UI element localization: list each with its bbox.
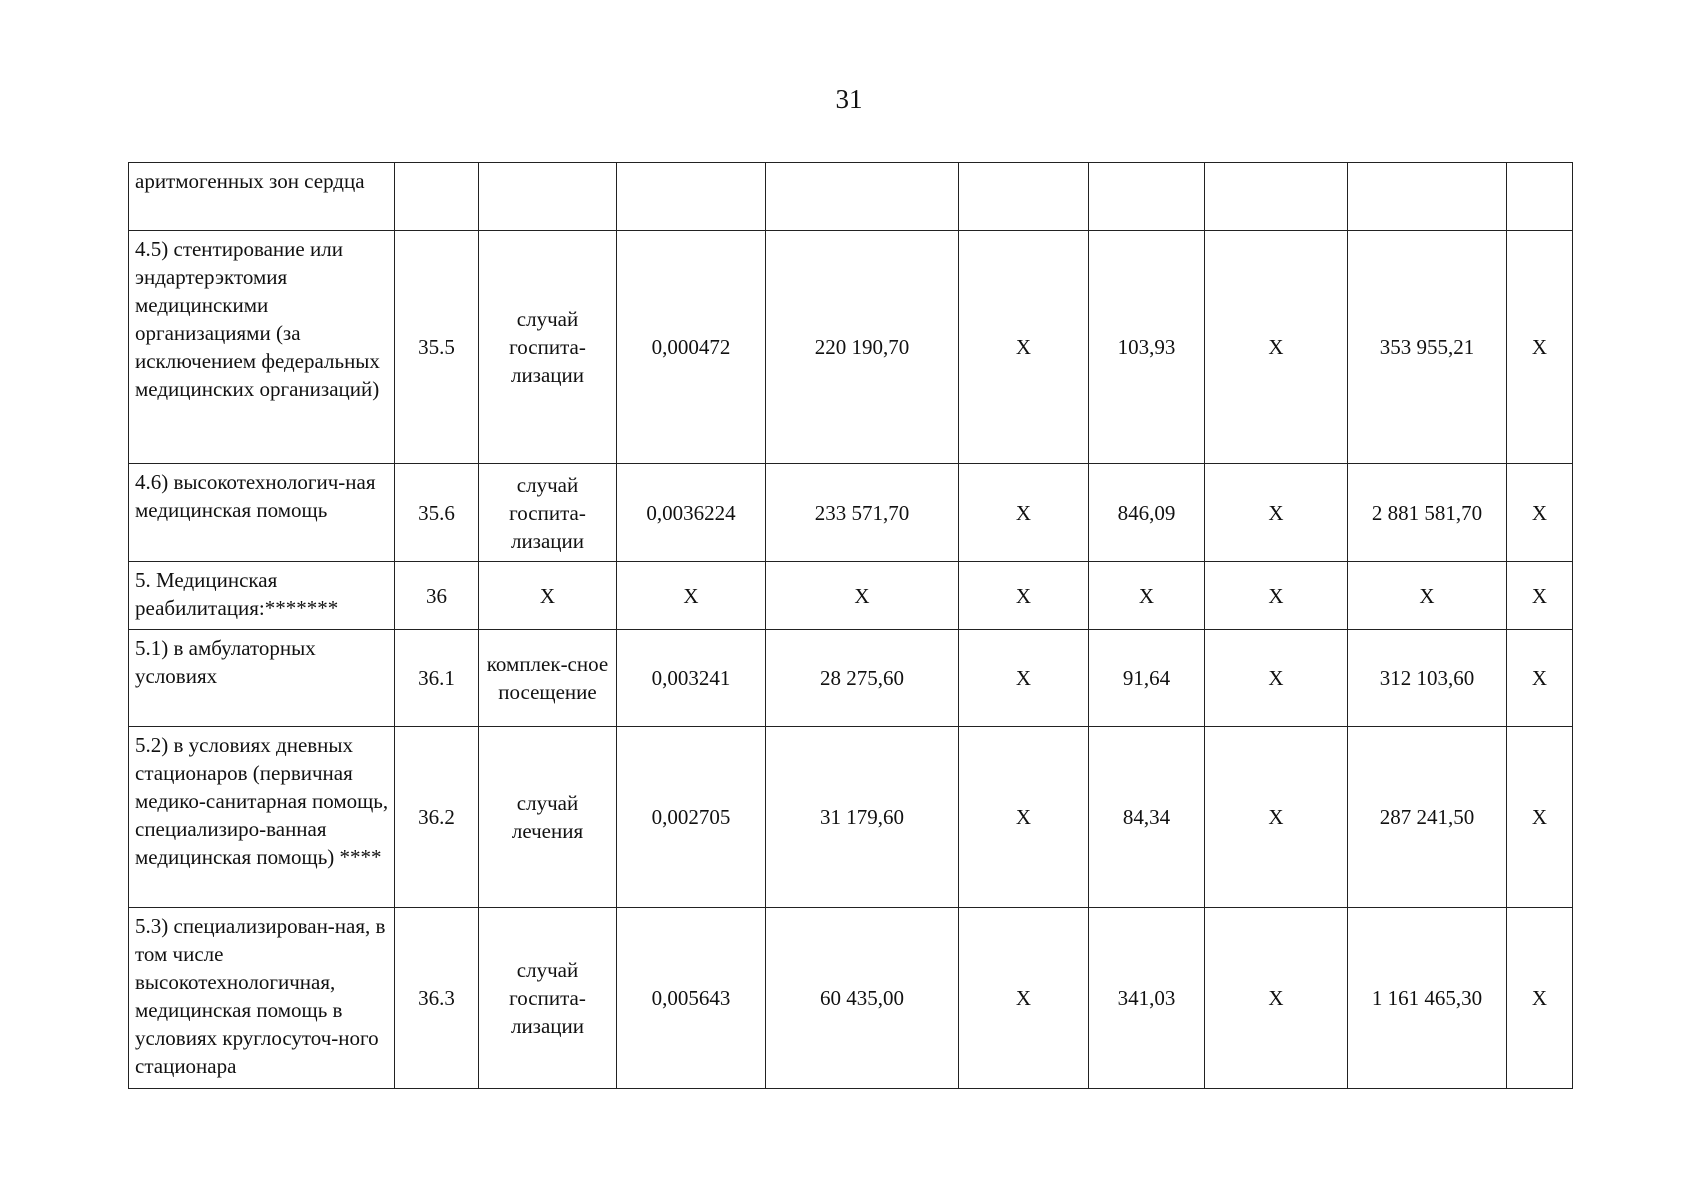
value-cell: 28 275,60: [766, 630, 959, 727]
value-cell: X: [959, 231, 1089, 464]
value-cell: 341,03: [1089, 908, 1205, 1089]
value-cell: 846,09: [1089, 464, 1205, 562]
row-number-cell: 36: [395, 562, 479, 630]
value-cell: [1507, 163, 1573, 231]
value-cell: [959, 163, 1089, 231]
unit-cell: случай госпита-лизации: [479, 231, 617, 464]
service-name-cell: 5.1) в амбулаторных условиях: [129, 630, 395, 727]
value-cell: X: [1507, 630, 1573, 727]
row-number-cell: 36.3: [395, 908, 479, 1089]
value-cell: X: [1507, 464, 1573, 562]
value-cell: X: [1205, 231, 1348, 464]
value-cell: 0,003241: [617, 630, 766, 727]
value-cell: 312 103,60: [1348, 630, 1507, 727]
page-number: 31: [835, 84, 863, 114]
value-cell: [1348, 163, 1507, 231]
unit-cell: [479, 163, 617, 231]
value-cell: [1089, 163, 1205, 231]
service-name-cell: 5.2) в условиях дневных стационаров (первичная медико-санитарная помощь, специализиро-ванная медицинская помощь) ****: [129, 727, 395, 908]
value-cell: [1205, 163, 1348, 231]
unit-cell: X: [479, 562, 617, 630]
unit-cell: случай лечения: [479, 727, 617, 908]
value-cell: X: [959, 630, 1089, 727]
row-number-cell: 35.5: [395, 231, 479, 464]
value-cell: 0,000472: [617, 231, 766, 464]
value-cell: 60 435,00: [766, 908, 959, 1089]
value-cell: 233 571,70: [766, 464, 959, 562]
row-number-cell: 36.1: [395, 630, 479, 727]
value-cell: X: [1507, 562, 1573, 630]
row-number-cell: 36.2: [395, 727, 479, 908]
table-row: [129, 163, 1573, 231]
row-number-cell: [395, 163, 479, 231]
value-cell: 2 881 581,70: [1348, 464, 1507, 562]
value-cell: 91,64: [1089, 630, 1205, 727]
data-table: [128, 162, 1573, 1089]
value-cell: X: [766, 562, 959, 630]
value-cell: X: [1205, 630, 1348, 727]
value-cell: 353 955,21: [1348, 231, 1507, 464]
value-cell: X: [617, 562, 766, 630]
value-cell: X: [1205, 464, 1348, 562]
table-row: [129, 231, 1573, 464]
value-cell: 0,005643: [617, 908, 766, 1089]
service-name-cell: аритмогенных зон сердца: [129, 163, 395, 231]
value-cell: 103,93: [1089, 231, 1205, 464]
value-cell: X: [959, 908, 1089, 1089]
value-cell: X: [1507, 727, 1573, 908]
table-row: [129, 727, 1573, 908]
service-name-cell: 5. Медицинская реабилитация:*******: [129, 562, 395, 630]
value-cell: 0,0036224: [617, 464, 766, 562]
service-name-cell: 4.5) стентирование или эндартерэктомия медицинскими организациями (за исключением федеральных медицинских организаций): [129, 231, 395, 464]
value-cell: X: [1348, 562, 1507, 630]
table-row: [129, 630, 1573, 727]
value-cell: X: [1205, 908, 1348, 1089]
value-cell: X: [1089, 562, 1205, 630]
value-cell: X: [959, 464, 1089, 562]
value-cell: [617, 163, 766, 231]
unit-cell: случай госпита-лизации: [479, 464, 617, 562]
value-cell: 220 190,70: [766, 231, 959, 464]
value-cell: 1 161 465,30: [1348, 908, 1507, 1089]
row-number-cell: 35.6: [395, 464, 479, 562]
table-row: [129, 464, 1573, 562]
value-cell: 0,002705: [617, 727, 766, 908]
table-row: [129, 562, 1573, 630]
value-cell: X: [1205, 727, 1348, 908]
value-cell: 31 179,60: [766, 727, 959, 908]
value-cell: X: [959, 727, 1089, 908]
unit-cell: случай госпита-лизации: [479, 908, 617, 1089]
value-cell: X: [1507, 231, 1573, 464]
value-cell: [766, 163, 959, 231]
data-table-container: [128, 162, 1572, 1089]
service-name-cell: 5.3) специализирован-ная, в том числе высокотехнологичная, медицинская помощь в условиях круглосуточ-ного стационара: [129, 908, 395, 1089]
table-row: [129, 908, 1573, 1089]
value-cell: 84,34: [1089, 727, 1205, 908]
value-cell: X: [1507, 908, 1573, 1089]
unit-cell: комплек-сное посещение: [479, 630, 617, 727]
service-name-cell: 4.6) высокотехнологич-ная медицинская помощь: [129, 464, 395, 562]
value-cell: X: [959, 562, 1089, 630]
value-cell: X: [1205, 562, 1348, 630]
value-cell: 287 241,50: [1348, 727, 1507, 908]
